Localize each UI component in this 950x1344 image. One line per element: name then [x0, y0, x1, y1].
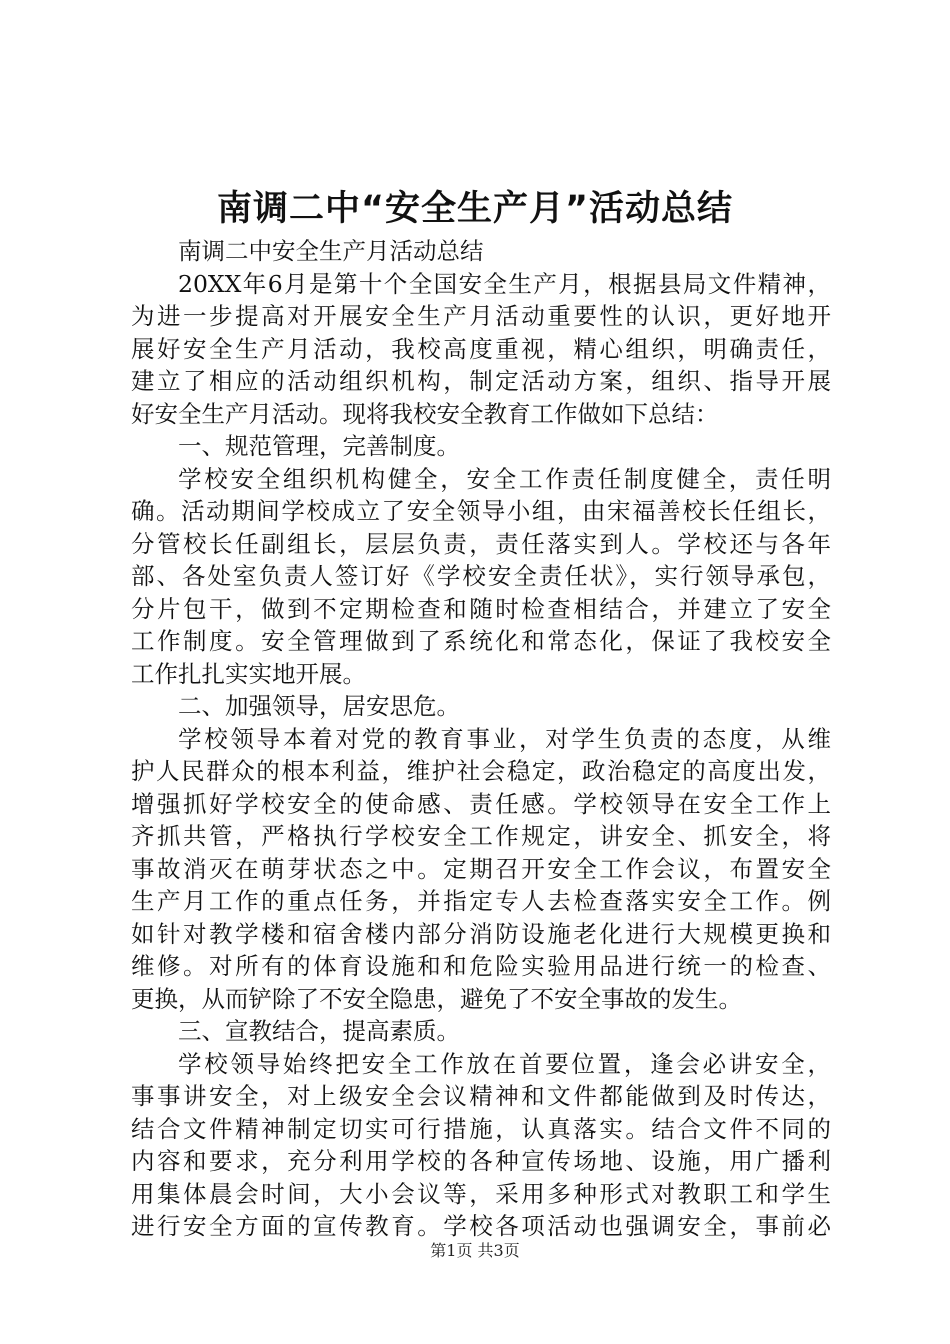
paragraph-line: 事故消灭在萌芽状态之中。定期召开安全工作会议，布置安全: [131, 854, 831, 883]
paragraph-line: 学校领导始终把安全工作放在首要位置，逢会必讲安全，: [178, 1049, 831, 1078]
paragraph-line: 事事讲安全，对上级安全会议精神和文件都能做到及时传达，: [131, 1082, 831, 1110]
page-number-footer: 第1页 共3页: [430, 1241, 520, 1260]
document-title: 南调二中“安全生产月”活动总结: [216, 189, 733, 229]
paragraph-line: 学校领导本着对党的教育事业，对学生负责的态度，从维: [178, 724, 831, 753]
paragraph-line: 如针对教学楼和宿舍楼内部分消防设施老化进行大规模更换和: [131, 919, 831, 948]
section-heading: 一、规范管理，完善制度。: [178, 432, 460, 460]
paragraph-line: 确。活动期间学校成立了安全领导小组，由宋福善校长任组长，: [131, 497, 831, 525]
paragraph-line: 建立了相应的活动组织机构，制定活动方案，组织、指导开展: [131, 367, 831, 395]
paragraph-line: 齐抓共管，严格执行学校安全工作规定，讲安全、抓安全，将: [131, 822, 831, 850]
paragraph-line: 用集体晨会时间，大小会议等，采用多种形式对教职工和学生: [131, 1179, 831, 1208]
paragraph-line: 工作扎扎实实地开展。: [131, 659, 366, 688]
paragraph-line: 分片包干，做到不定期检查和随时检查相结合，并建立了安全: [131, 594, 831, 623]
paragraph-line: 维修。对所有的体育设施和和危险实验用品进行统一的检查、: [131, 952, 831, 980]
paragraph-line: 增强抓好学校安全的使命感、责任感。学校领导在安全工作上: [131, 789, 831, 818]
paragraph-line: 内容和要求，充分利用学校的各种宣传场地、设施，用广播利: [131, 1147, 831, 1175]
paragraph-line: 展好安全生产月活动，我校高度重视，精心组织，明确责任，: [131, 334, 831, 363]
paragraph-line: 部、各处室负责人签订好《学校安全责任状》，实行领导承包，: [131, 562, 831, 590]
paragraph-line: 分管校长任副组长，层层负责，责任落实到人。学校还与各年: [131, 529, 831, 558]
paragraph-line: 结合文件精神制定切实可行措施，认真落实。结合文件不同的: [131, 1114, 831, 1143]
section-heading: 二、加强领导，居安思危。: [178, 692, 460, 720]
paragraph-line: 好安全生产月活动。现将我校安全教育工作做如下总结：: [131, 399, 719, 428]
paragraph-line: 进行安全方面的宣传教育。学校各项活动也强调安全，事前必: [131, 1212, 831, 1240]
paragraph-line: 20XX年6月是第十个全国安全生产月，根据县局文件精神，: [178, 269, 831, 298]
paragraph-line: 生产月工作的重点任务，并指定专人去检查落实安全工作。例: [131, 887, 831, 915]
section-heading: 三、宣教结合，提高素质。: [178, 1017, 460, 1045]
paragraph-line: 更换，从而铲除了不安全隐患，避免了不安全事故的发生。: [131, 984, 742, 1013]
document-body: [131, 235, 831, 1243]
paragraph-line: 学校安全组织机构健全，安全工作责任制度健全，责任明: [178, 464, 831, 493]
paragraph-line: 工作制度。安全管理做到了系统化和常态化，保证了我校安全: [131, 627, 831, 655]
paragraph-line: 为进一步提高对开展安全生产月活动重要性的认识，更好地开: [131, 302, 831, 330]
paragraph-line: 护人民群众的根本利益，维护社会稳定，政治稳定的高度出发，: [131, 757, 831, 785]
subtitle-line: 南调二中安全生产月活动总结: [178, 237, 484, 265]
